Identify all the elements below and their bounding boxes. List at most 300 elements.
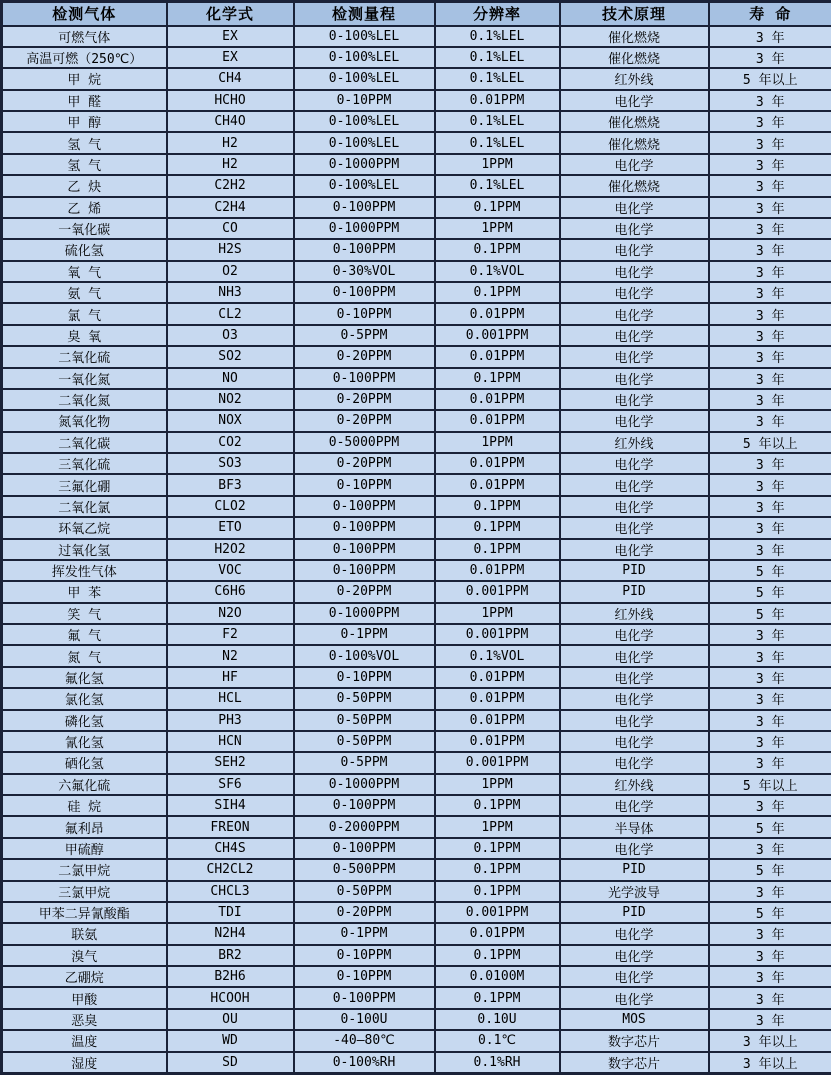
table-cell: SIH4 xyxy=(167,795,294,816)
table-cell: 0-5000PPM xyxy=(294,432,435,453)
table-cell: 3 年 xyxy=(709,218,831,239)
table-cell: 3 年 xyxy=(709,325,831,346)
table-cell: 高温可燃（250℃） xyxy=(2,47,167,68)
table-cell: 3 年 xyxy=(709,389,831,410)
header-row xyxy=(2,2,831,26)
table-cell: 3 年 xyxy=(709,987,831,1008)
table-cell: 0.01PPM xyxy=(435,474,560,495)
table-cell: 甲酸 xyxy=(2,987,167,1008)
table-cell: 数字芯片 xyxy=(560,1052,709,1074)
table-cell: 3 年 xyxy=(709,154,831,175)
table-cell: C6H6 xyxy=(167,581,294,602)
table-cell: 3 年 xyxy=(709,881,831,902)
table-cell: 二氧化碳 xyxy=(2,432,167,453)
table-cell: 红外线 xyxy=(560,774,709,795)
table-cell: 二氧化氮 xyxy=(2,389,167,410)
table-cell: 0-20PPM xyxy=(294,346,435,367)
table-cell: 0.1%RH xyxy=(435,1052,560,1074)
table-row xyxy=(2,175,831,196)
table-cell: 0-100PPM xyxy=(294,496,435,517)
table-cell: 0-100%LEL xyxy=(294,26,435,47)
table-cell: 3 年 xyxy=(709,90,831,111)
table-cell: 电化学 xyxy=(560,154,709,175)
table-cell: 0-20PPM xyxy=(294,389,435,410)
table-cell: 0-100U xyxy=(294,1009,435,1030)
table-cell: 0.01PPM xyxy=(435,710,560,731)
table-cell: 氟化氢 xyxy=(2,667,167,688)
table-cell: 电化学 xyxy=(560,303,709,324)
table-cell: 电化学 xyxy=(560,945,709,966)
table-cell: 3 年 xyxy=(709,688,831,709)
table-cell: 0.1%LEL xyxy=(435,175,560,196)
table-cell: 3 年 xyxy=(709,197,831,218)
table-cell: 3 年 xyxy=(709,517,831,538)
table-cell: 3 年 xyxy=(709,795,831,816)
table-cell: 0-50PPM xyxy=(294,731,435,752)
table-row xyxy=(2,346,831,367)
table-cell: OU xyxy=(167,1009,294,1030)
table-cell: 3 年 xyxy=(709,474,831,495)
table-cell: 3 年 xyxy=(709,923,831,944)
table-cell: 电化学 xyxy=(560,261,709,282)
table-cell: 电化学 xyxy=(560,838,709,859)
table-cell: 电化学 xyxy=(560,539,709,560)
column-header: 检测量程 xyxy=(294,2,435,26)
table-cell: 0-100PPM xyxy=(294,539,435,560)
table-cell: 氰化氢 xyxy=(2,731,167,752)
table-row xyxy=(2,945,831,966)
table-cell: 催化燃烧 xyxy=(560,26,709,47)
table-cell: 硒化氢 xyxy=(2,752,167,773)
table-cell: CH4 xyxy=(167,68,294,89)
table-cell: WD xyxy=(167,1030,294,1051)
table-row xyxy=(2,389,831,410)
table-row xyxy=(2,1009,831,1030)
table-cell: 3 年 xyxy=(709,26,831,47)
table-cell: 5 年 xyxy=(709,859,831,880)
table-cell: 0-1000PPM xyxy=(294,154,435,175)
table-cell: 氯 气 xyxy=(2,303,167,324)
table-cell: 0.1%LEL xyxy=(435,47,560,68)
table-cell: 0.1%LEL xyxy=(435,68,560,89)
table-cell: 0-10PPM xyxy=(294,90,435,111)
table-cell: 5 年以上 xyxy=(709,68,831,89)
table-cell: 3 年 xyxy=(709,624,831,645)
table-cell: 0.1PPM xyxy=(435,539,560,560)
table-cell: 可燃气体 xyxy=(2,26,167,47)
table-cell: CH4S xyxy=(167,838,294,859)
table-cell: 催化燃烧 xyxy=(560,111,709,132)
table-row xyxy=(2,368,831,389)
table-cell: 甲 苯 xyxy=(2,581,167,602)
table-row xyxy=(2,902,831,923)
table-cell: 0-50PPM xyxy=(294,710,435,731)
table-cell: 0.01PPM xyxy=(435,389,560,410)
table-cell: 0-10PPM xyxy=(294,667,435,688)
table-cell: 3 年 xyxy=(709,838,831,859)
table-row xyxy=(2,752,831,773)
table-cell: 硅 烷 xyxy=(2,795,167,816)
table-cell: 甲苯二异氰酸酯 xyxy=(2,902,167,923)
table-cell: PH3 xyxy=(167,710,294,731)
table-cell: 0.1PPM xyxy=(435,795,560,816)
table-row xyxy=(2,154,831,175)
table-cell: 二氧化氯 xyxy=(2,496,167,517)
table-cell: 电化学 xyxy=(560,752,709,773)
table-cell: 3 年 xyxy=(709,132,831,153)
table-cell: 0.01PPM xyxy=(435,667,560,688)
table-row xyxy=(2,688,831,709)
table-cell: 0-1000PPM xyxy=(294,218,435,239)
table-cell: 0-20PPM xyxy=(294,453,435,474)
table-cell: 0-100%LEL xyxy=(294,132,435,153)
table-row xyxy=(2,581,831,602)
table-cell: 0.0100M xyxy=(435,966,560,987)
table-cell: 一氧化碳 xyxy=(2,218,167,239)
table-cell: 氮 气 xyxy=(2,645,167,666)
table-cell: 乙 炔 xyxy=(2,175,167,196)
table-cell: BR2 xyxy=(167,945,294,966)
table-cell: 0.1PPM xyxy=(435,368,560,389)
table-cell: 0-100%LEL xyxy=(294,111,435,132)
table-header xyxy=(2,2,831,26)
table-cell: SO2 xyxy=(167,346,294,367)
table-cell: 笑 气 xyxy=(2,603,167,624)
table-cell: 二氧化硫 xyxy=(2,346,167,367)
table-cell: 3 年 xyxy=(709,303,831,324)
table-cell: 3 年 xyxy=(709,945,831,966)
table-cell: 电化学 xyxy=(560,645,709,666)
table-cell: 催化燃烧 xyxy=(560,132,709,153)
table-cell: 电化学 xyxy=(560,966,709,987)
table-cell: 氢 气 xyxy=(2,132,167,153)
table-cell: -40—80℃ xyxy=(294,1030,435,1051)
table-cell: 5 年 xyxy=(709,581,831,602)
table-cell: 3 年 xyxy=(709,410,831,431)
table-cell: 0.1PPM xyxy=(435,945,560,966)
table-cell: 氨 气 xyxy=(2,282,167,303)
table-row xyxy=(2,474,831,495)
table-cell: 电化学 xyxy=(560,453,709,474)
table-cell: 甲硫醇 xyxy=(2,838,167,859)
table-cell: HF xyxy=(167,667,294,688)
table-cell: 红外线 xyxy=(560,68,709,89)
table-cell: 0-1PPM xyxy=(294,624,435,645)
table-cell: 0.1%LEL xyxy=(435,111,560,132)
table-cell: CLO2 xyxy=(167,496,294,517)
table-cell: 3 年 xyxy=(709,752,831,773)
table-cell: 0.1PPM xyxy=(435,987,560,1008)
table-row xyxy=(2,496,831,517)
table-cell: 0.1PPM xyxy=(435,517,560,538)
table-cell: CO xyxy=(167,218,294,239)
table-cell: 0.01PPM xyxy=(435,410,560,431)
table-row xyxy=(2,239,831,260)
table-cell: 一氧化氮 xyxy=(2,368,167,389)
table-cell: 电化学 xyxy=(560,688,709,709)
table-row xyxy=(2,282,831,303)
column-header: 分辨率 xyxy=(435,2,560,26)
table-row xyxy=(2,517,831,538)
table-cell: 数字芯片 xyxy=(560,1030,709,1051)
table-row xyxy=(2,26,831,47)
table-cell: 联氨 xyxy=(2,923,167,944)
table-cell: PID xyxy=(560,859,709,880)
table-cell: 湿度 xyxy=(2,1052,167,1074)
table-row xyxy=(2,667,831,688)
table-cell: 电化学 xyxy=(560,218,709,239)
table-cell: 氯化氢 xyxy=(2,688,167,709)
table-cell: 5 年 xyxy=(709,816,831,837)
table-cell: 0-10PPM xyxy=(294,945,435,966)
table-cell: 3 年 xyxy=(709,645,831,666)
table-cell: 3 年 xyxy=(709,731,831,752)
table-row xyxy=(2,539,831,560)
table-cell: CH4O xyxy=(167,111,294,132)
table-cell: CL2 xyxy=(167,303,294,324)
table-cell: TDI xyxy=(167,902,294,923)
table-cell: 0.01PPM xyxy=(435,560,560,581)
table-cell: 3 年 xyxy=(709,966,831,987)
table-cell: NO xyxy=(167,368,294,389)
table-cell: 0.1PPM xyxy=(435,859,560,880)
table-cell: 电化学 xyxy=(560,474,709,495)
table-cell: 0.001PPM xyxy=(435,325,560,346)
table-cell: 催化燃烧 xyxy=(560,175,709,196)
table-cell: PID xyxy=(560,581,709,602)
table-row xyxy=(2,90,831,111)
table-cell: O2 xyxy=(167,261,294,282)
table-row xyxy=(2,838,831,859)
table-cell: 臭 氧 xyxy=(2,325,167,346)
table-cell: SEH2 xyxy=(167,752,294,773)
table-row xyxy=(2,859,831,880)
table-cell: 0-100%LEL xyxy=(294,175,435,196)
table-cell: 乙硼烷 xyxy=(2,966,167,987)
table-row xyxy=(2,710,831,731)
table-cell: 0-100PPM xyxy=(294,795,435,816)
table-cell: H2O2 xyxy=(167,539,294,560)
table-cell: 5 年 xyxy=(709,902,831,923)
table-cell: 0-100PPM xyxy=(294,282,435,303)
table-cell: 0-30%VOL xyxy=(294,261,435,282)
table-cell: 三氧化硫 xyxy=(2,453,167,474)
table-cell: 1PPM xyxy=(435,218,560,239)
table-cell: 电化学 xyxy=(560,987,709,1008)
table-row xyxy=(2,68,831,89)
table-cell: 3 年 xyxy=(709,282,831,303)
table-cell: FREON xyxy=(167,816,294,837)
table-cell: 3 年 xyxy=(709,539,831,560)
table-cell: 0-10PPM xyxy=(294,303,435,324)
table-cell: 0-100%VOL xyxy=(294,645,435,666)
table-cell: 催化燃烧 xyxy=(560,47,709,68)
table-cell: 甲 烷 xyxy=(2,68,167,89)
table-cell: 0.1%VOL xyxy=(435,645,560,666)
table-cell: 3 年 xyxy=(709,346,831,367)
table-cell: 0.1%VOL xyxy=(435,261,560,282)
table-cell: 0-100PPM xyxy=(294,560,435,581)
table-cell: 3 年 xyxy=(709,175,831,196)
table-row xyxy=(2,603,831,624)
table-row xyxy=(2,645,831,666)
table-row xyxy=(2,197,831,218)
table-cell: 氢 气 xyxy=(2,154,167,175)
table-cell: 5 年以上 xyxy=(709,774,831,795)
table-cell: SF6 xyxy=(167,774,294,795)
table-cell: 1PPM xyxy=(435,432,560,453)
table-cell: 氟利昂 xyxy=(2,816,167,837)
table-row xyxy=(2,303,831,324)
table-cell: 0.01PPM xyxy=(435,688,560,709)
table-cell: HCL xyxy=(167,688,294,709)
table-cell: 0-20PPM xyxy=(294,581,435,602)
table-cell: 电化学 xyxy=(560,239,709,260)
table-cell: 3 年 xyxy=(709,261,831,282)
table-cell: 3 年 xyxy=(709,239,831,260)
table-cell: 5 年 xyxy=(709,603,831,624)
table-cell: 0.1PPM xyxy=(435,282,560,303)
table-cell: 电化学 xyxy=(560,517,709,538)
column-header: 检测气体 xyxy=(2,2,167,26)
table-cell: 半导体 xyxy=(560,816,709,837)
table-cell: CHCL3 xyxy=(167,881,294,902)
table-row xyxy=(2,624,831,645)
table-cell: 温度 xyxy=(2,1030,167,1051)
table-cell: 电化学 xyxy=(560,368,709,389)
table-cell: 0.01PPM xyxy=(435,731,560,752)
table-cell: 电化学 xyxy=(560,710,709,731)
table-cell: 红外线 xyxy=(560,432,709,453)
table-cell: 0.001PPM xyxy=(435,902,560,923)
table-cell: 0-100PPM xyxy=(294,368,435,389)
table-cell: 电化学 xyxy=(560,389,709,410)
table-cell: 溴气 xyxy=(2,945,167,966)
table-cell: 硫化氢 xyxy=(2,239,167,260)
table-cell: 0.1PPM xyxy=(435,197,560,218)
table-cell: 挥发性气体 xyxy=(2,560,167,581)
table-cell: C2H2 xyxy=(167,175,294,196)
table-row xyxy=(2,795,831,816)
table-row xyxy=(2,560,831,581)
table-cell: 0-1PPM xyxy=(294,923,435,944)
table-cell: O3 xyxy=(167,325,294,346)
table-cell: 0-100PPM xyxy=(294,197,435,218)
table-row xyxy=(2,111,831,132)
table-cell: 0.1PPM xyxy=(435,496,560,517)
table-cell: 0-1000PPM xyxy=(294,603,435,624)
table-cell: 3 年以上 xyxy=(709,1030,831,1051)
table-cell: 电化学 xyxy=(560,90,709,111)
table-cell: 电化学 xyxy=(560,410,709,431)
table-cell: F2 xyxy=(167,624,294,645)
table-row xyxy=(2,881,831,902)
table-cell: SD xyxy=(167,1052,294,1074)
table-cell: 5 年 xyxy=(709,560,831,581)
table-cell: 0.01PPM xyxy=(435,303,560,324)
table-cell: 0.001PPM xyxy=(435,624,560,645)
table-row xyxy=(2,410,831,431)
table-cell: 0-100PPM xyxy=(294,987,435,1008)
table-cell: 光学波导 xyxy=(560,881,709,902)
table-cell: 磷化氢 xyxy=(2,710,167,731)
table-cell: VOC xyxy=(167,560,294,581)
table-row xyxy=(2,132,831,153)
table-cell: 电化学 xyxy=(560,624,709,645)
table-cell: 电化学 xyxy=(560,923,709,944)
table-row xyxy=(2,731,831,752)
table-cell: 环氧乙烷 xyxy=(2,517,167,538)
column-header: 技术原理 xyxy=(560,2,709,26)
table-cell: 3 年 xyxy=(709,496,831,517)
table-cell: 3 年 xyxy=(709,111,831,132)
table-row xyxy=(2,453,831,474)
table-cell: NO2 xyxy=(167,389,294,410)
table-cell: 0.1%LEL xyxy=(435,132,560,153)
table-cell: 5 年以上 xyxy=(709,432,831,453)
table-cell: 0-100%LEL xyxy=(294,47,435,68)
table-cell: 0.01PPM xyxy=(435,90,560,111)
table-cell: 0.1%LEL xyxy=(435,26,560,47)
table-row xyxy=(2,1030,831,1051)
table-cell: 0-50PPM xyxy=(294,881,435,902)
table-cell: 0.001PPM xyxy=(435,752,560,773)
table-row xyxy=(2,218,831,239)
table-cell: 氧 气 xyxy=(2,261,167,282)
table-cell: 0-50PPM xyxy=(294,688,435,709)
table-cell: 3 年 xyxy=(709,1009,831,1030)
table-cell: N2H4 xyxy=(167,923,294,944)
table-cell: N2O xyxy=(167,603,294,624)
table-row xyxy=(2,966,831,987)
table-cell: 0.01PPM xyxy=(435,923,560,944)
table-cell: PID xyxy=(560,560,709,581)
table-cell: SO3 xyxy=(167,453,294,474)
table-cell: 0.001PPM xyxy=(435,581,560,602)
table-cell: EX xyxy=(167,26,294,47)
table-cell: HCN xyxy=(167,731,294,752)
table-cell: 0-5PPM xyxy=(294,752,435,773)
column-header: 化学式 xyxy=(167,2,294,26)
table-cell: 六氟化硫 xyxy=(2,774,167,795)
table-cell: B2H6 xyxy=(167,966,294,987)
table-cell: 3 年 xyxy=(709,368,831,389)
table-cell: BF3 xyxy=(167,474,294,495)
table-cell: EX xyxy=(167,47,294,68)
table-cell: 氮氧化物 xyxy=(2,410,167,431)
table-cell: 电化学 xyxy=(560,197,709,218)
table-cell: 0-100PPM xyxy=(294,838,435,859)
table-cell: 1PPM xyxy=(435,154,560,175)
table-cell: NOX xyxy=(167,410,294,431)
table-body xyxy=(2,26,831,1074)
table-cell: 氟 气 xyxy=(2,624,167,645)
table-cell: 0.1PPM xyxy=(435,838,560,859)
table-cell: CO2 xyxy=(167,432,294,453)
table-cell: 1PPM xyxy=(435,816,560,837)
table-cell: H2S xyxy=(167,239,294,260)
table-cell: HCHO xyxy=(167,90,294,111)
table-cell: NH3 xyxy=(167,282,294,303)
table-row xyxy=(2,987,831,1008)
table-row xyxy=(2,47,831,68)
table-cell: 0-1000PPM xyxy=(294,774,435,795)
table-cell: H2 xyxy=(167,132,294,153)
table-cell: 二氯甲烷 xyxy=(2,859,167,880)
table-cell: 0-20PPM xyxy=(294,902,435,923)
table-cell: 0.01PPM xyxy=(435,453,560,474)
table-cell: 3 年 xyxy=(709,667,831,688)
